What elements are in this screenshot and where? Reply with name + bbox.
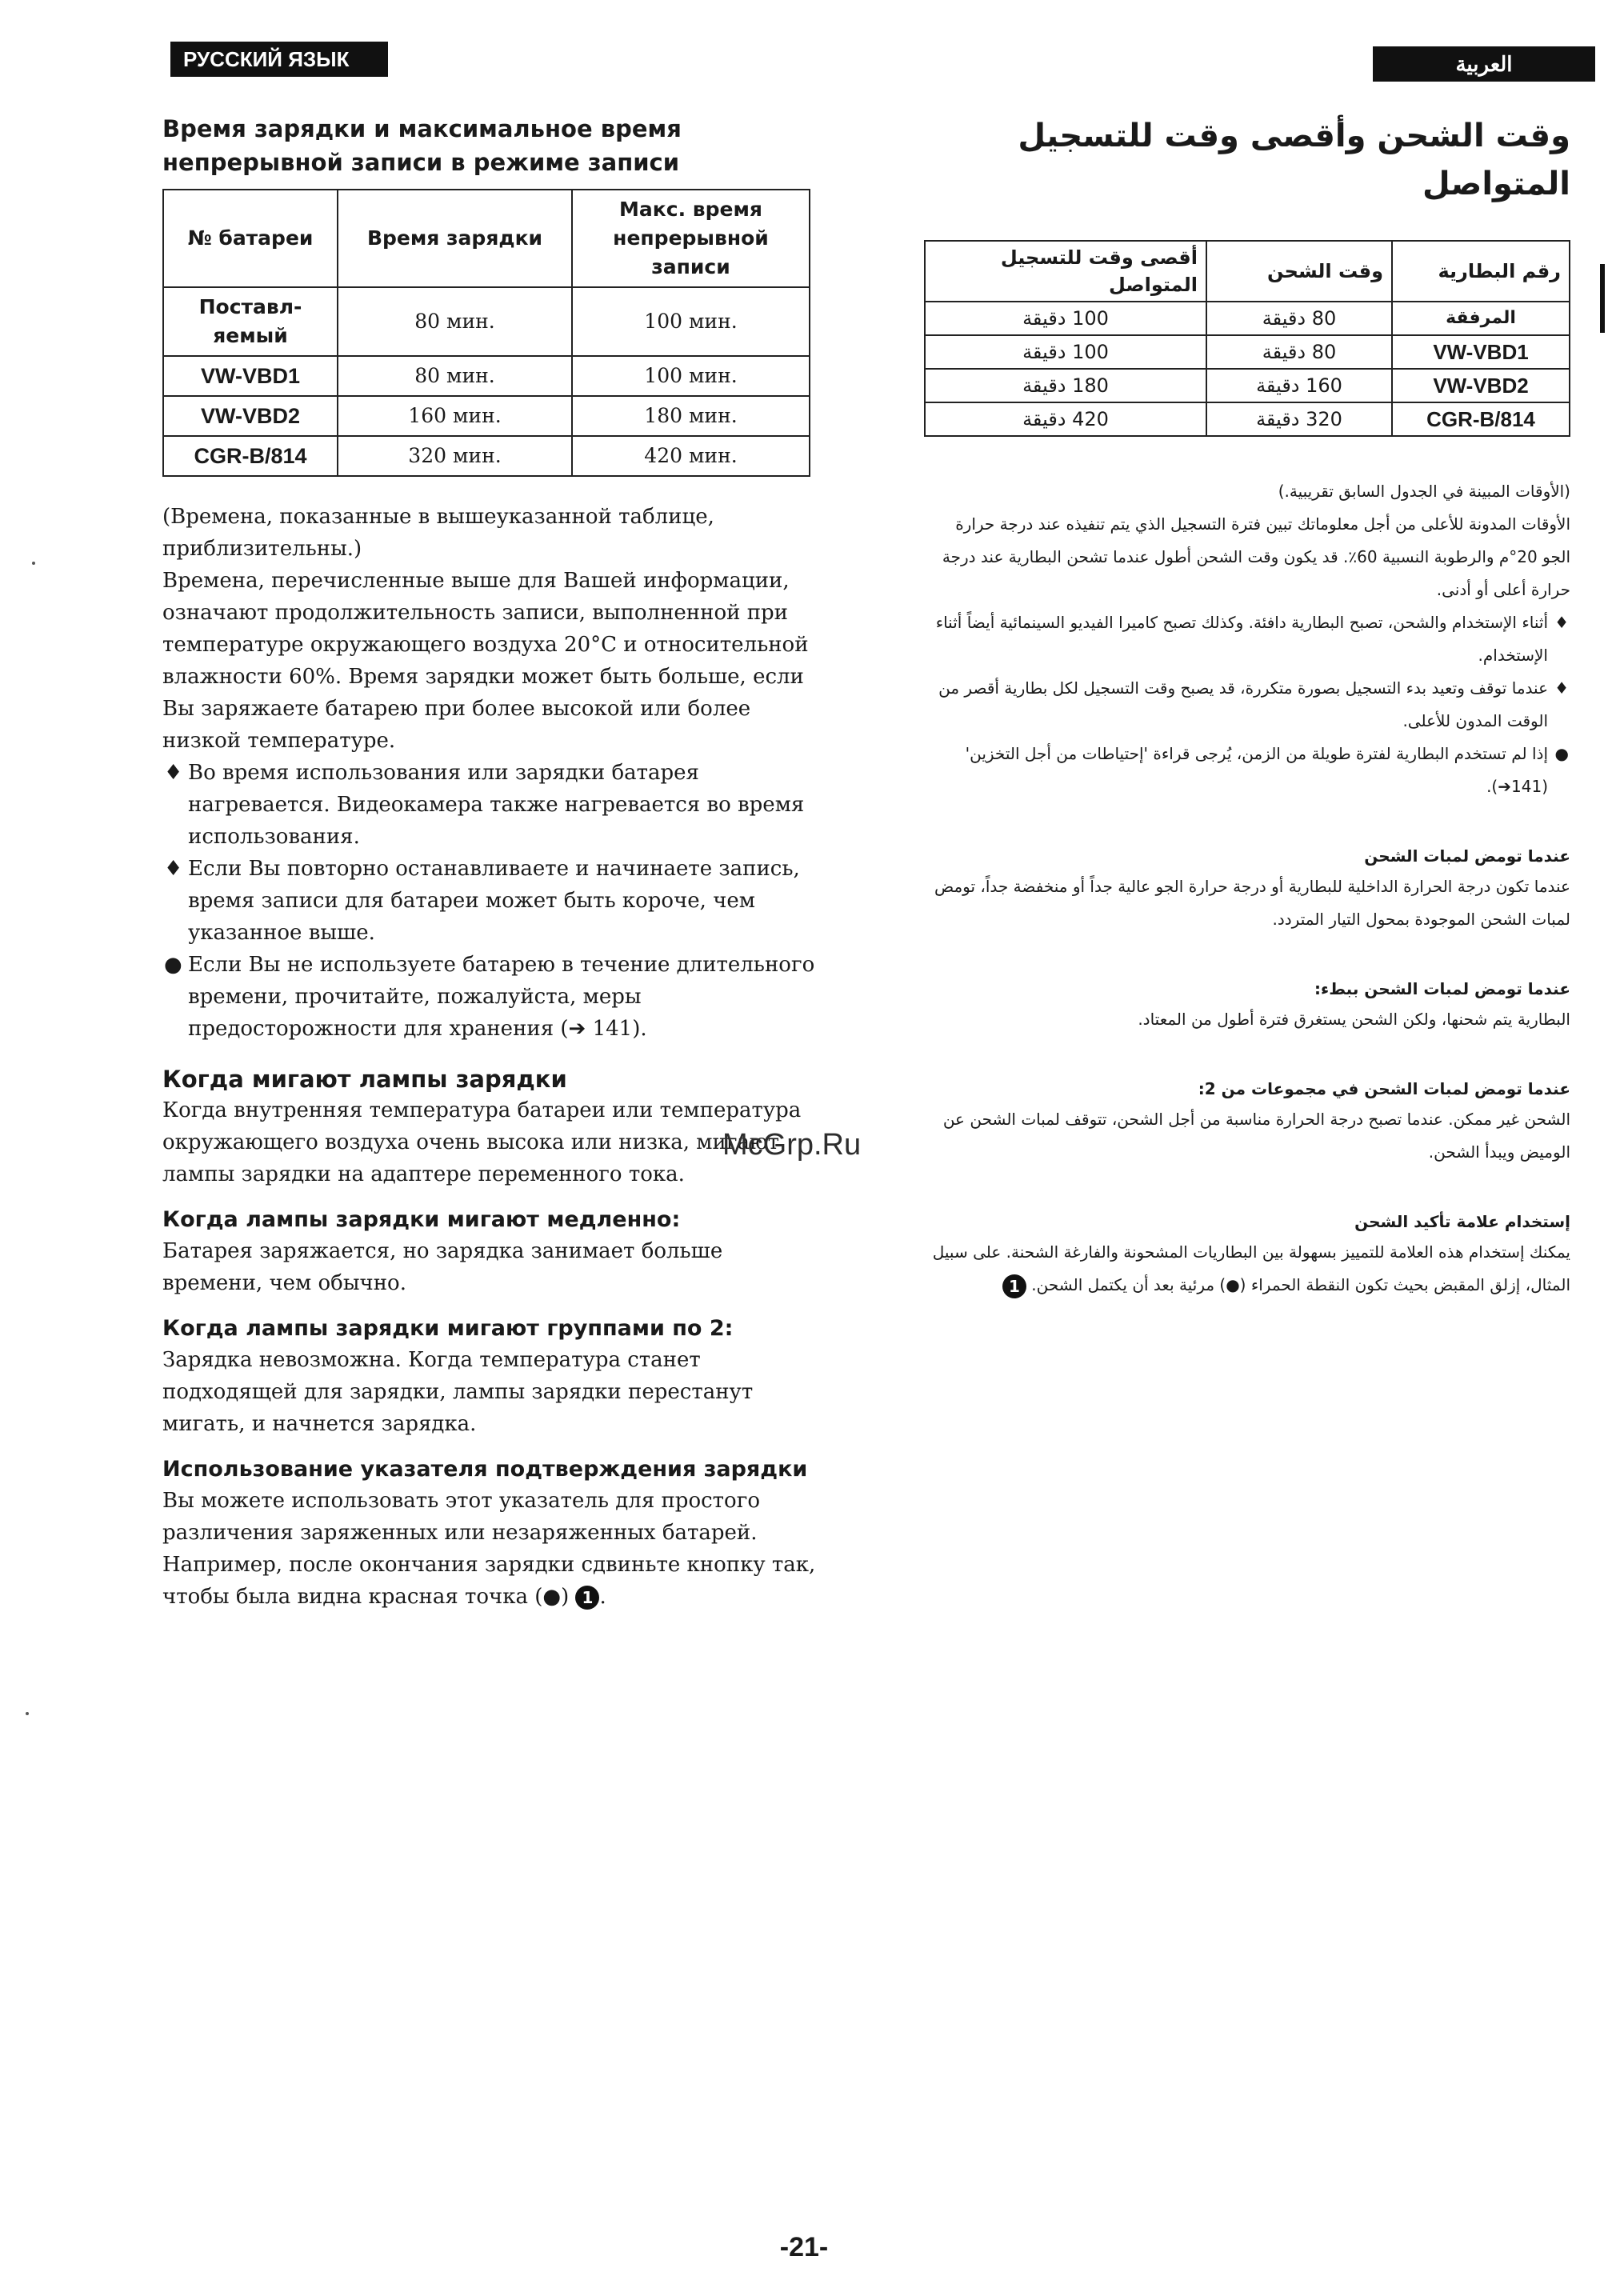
ar-cell-max: 180 دقيقة [925, 369, 1206, 402]
ru-cell-max: 180 мин. [572, 396, 810, 436]
ru-section-heading: Использование указателя подтверждения зарядки [162, 1457, 808, 1482]
ar-indicator-text: يمكنك إستخدام هذه العلامة للتمييز بسهولة بين البطاريات المشحونة والفارغة الشحنة. على سبيل المثال، إزلق المقبض بحيث تكون النقطة الحمراء (●) مرئية بعد أن يكتمل الشحن. [932, 1242, 1570, 1294]
ar-section-heading: عندما تومض لمبات الشحن [1364, 846, 1570, 866]
ar-section-text: الشحن غير ممكن. عندما تصبح درجة الحرارة مناسبة من أجل الشحن، تتوقف لمبات الشحن عن الوميض ويبدأ الشحن. [942, 1110, 1570, 1162]
watermark: McGrp.Ru [722, 1128, 862, 1162]
table-row [925, 335, 1570, 369]
ar-cell-charge: 80 دقيقة [1206, 302, 1392, 335]
ar-cell-charge: 320 دقيقة [1206, 402, 1392, 436]
russian-column [162, 112, 818, 1613]
table-row [163, 356, 810, 396]
diamond-bullet-icon: ♦ [164, 761, 183, 785]
ru-section-heading: Когда лампы зарядки мигают медленно: [162, 1207, 681, 1232]
ar-cell-battery: المرفقة [1392, 302, 1570, 335]
list-item [162, 853, 818, 949]
ru-section-heading: Когда мигают лампы зарядки [162, 1066, 567, 1093]
ru-cell-battery: VW-VBD2 [163, 396, 338, 436]
list-item [924, 672, 1570, 738]
ar-section-text: البطارية يتم شحنها، ولكن الشحن يستغرق فترة أطول من المعتاد. [1138, 1010, 1570, 1029]
ar-section-heading: إستخدام علامة تأكيد الشحن [1354, 1212, 1570, 1231]
list-item [162, 949, 818, 1045]
language-tab-russian: РУССКИЙ ЯЗЫК [170, 42, 388, 77]
arabic-column [924, 112, 1570, 1302]
table-row [163, 287, 810, 356]
list-item [924, 738, 1570, 803]
diamond-bullet-icon: ♦ [164, 857, 183, 881]
ru-cell-charge: 160 мин. [338, 396, 572, 436]
ru-note-approx: (Времена, показанные в вышеуказанной таблице, приблизительны.) [162, 505, 714, 561]
ar-section-blinking [924, 842, 1570, 936]
ar-section-indicator [924, 1207, 1570, 1302]
ar-charging-table [924, 240, 1570, 437]
ru-indicator-text: Вы можете использовать этот указатель для простого различения заряженных или незаряженных батарей. Например, после окончания зарядки сдвиньте кнопку так, чтобы была видна красная точка (●) [162, 1489, 816, 1609]
table-header-row [925, 241, 1570, 302]
ar-title: وقت الشحن وأقصى وقت للتسجيل المتواصل [1018, 118, 1570, 202]
ar-cell-charge: 80 دقيقة [1206, 335, 1392, 369]
step-1-icon: 1 [575, 1586, 599, 1610]
ar-note-approx: (الأوقات المبينة في الجدول السابق تقريبية.) [1278, 482, 1570, 501]
diamond-bullet-icon: ♦ [1554, 613, 1569, 632]
ar-section-heading: عندما تومض لمبات الشحن في مجموعات من 2: [1198, 1079, 1570, 1098]
ar-bullet-list [924, 606, 1570, 803]
ar-col-max-time: أقصى وقت للتسجيل المتواصل [925, 241, 1206, 302]
table-row [925, 302, 1570, 335]
ru-note-conditions: Времена, перечисленные выше для Вашей информации, означают продолжительность записи, выполненной при температуре окружающего воздуха 20°C и относительной влажности 60%. Время зарядки может быть больше, если Вы заряжаете батарею при более высокой или более низкой температуре. [162, 569, 809, 753]
list-item-text: إذا لم تستخدم البطارية لفترة طويلة من الزمن، يُرجى قراءة 'إحتياطات من أجل التخزين' (141➔). [965, 744, 1548, 796]
ar-section-slow [924, 974, 1570, 1036]
ar-section-text [924, 1236, 1570, 1302]
ru-section-text: Когда внутренняя температура батареи или температура окружающего воздуха очень высока или низка, мигают лампы зарядки на адаптере переменного тока. [162, 1098, 802, 1186]
ru-col-battery: № батареи [163, 190, 338, 287]
ru-section-text: Батарея заряжается, но зарядка занимает больше времени, чем обычно. [162, 1239, 723, 1295]
ar-cell-battery: CGR-B/814 [1392, 402, 1570, 436]
ru-cell-battery: CGR-B/814 [163, 436, 338, 476]
language-tab-arabic: العربية [1373, 46, 1595, 82]
ar-cell-battery: VW-VBD2 [1392, 369, 1570, 402]
ru-charging-table [162, 189, 810, 477]
list-item [162, 757, 818, 853]
scan-dot [26, 1712, 29, 1715]
ru-cell-charge: 80 мин. [338, 287, 572, 356]
table-row [925, 402, 1570, 436]
ru-cell-max: 420 мин. [572, 436, 810, 476]
table-header-row [163, 190, 810, 287]
margin-bar [1600, 264, 1605, 333]
ru-cell-max: 100 мин. [572, 287, 810, 356]
ru-col-charge-time: Время зарядки [338, 190, 572, 287]
ru-section-groups [162, 1314, 818, 1440]
list-item-text: أثناء الإستخدام والشحن، تصبح البطارية دافئة. وكذلك تصبح كاميرا الفيديو السينمائية أيضاً أثناء الإستخدام. [935, 613, 1548, 665]
ar-col-battery: رقم البطارية [1392, 241, 1570, 302]
ru-cell-battery: Поставл-яемый [163, 287, 338, 356]
ru-cell-charge: 320 мин. [338, 436, 572, 476]
table-row [163, 436, 810, 476]
page-number: -21- [779, 2232, 829, 2262]
table-row [163, 396, 810, 436]
ru-section-text: Вы можете использовать этот указатель для простого различения заряженных или незаряженных батарей. Например, после окончания зарядки сдвиньте кнопку так, чтобы была видна красная точка (●) 1 . [162, 1489, 816, 1609]
ar-cell-battery: VW-VBD1 [1392, 335, 1570, 369]
diamond-bullet-icon: ♦ [1554, 678, 1569, 698]
ar-cell-max: 420 دقيقة [925, 402, 1206, 436]
ru-section-text: Зарядка невозможна. Когда температура станет подходящей для зарядки, лампы зарядки перестанут мигать, и начнется зарядка. [162, 1348, 754, 1436]
ar-cell-max: 100 دقيقة [925, 302, 1206, 335]
scan-dot [32, 562, 35, 565]
ru-cell-max: 100 мин. [572, 356, 810, 396]
list-item-text: Если Вы не используете батарею в течение длительного времени, прочитайте, пожалуйста, меры предосторожности для хранения (➔ 141). [188, 953, 815, 1041]
ru-cell-battery: VW-VBD1 [163, 356, 338, 396]
ru-cell-charge: 80 мин. [338, 356, 572, 396]
ar-section-groups [924, 1074, 1570, 1169]
dot-bullet-icon: ● [1554, 744, 1569, 763]
ru-section-slow [162, 1205, 818, 1299]
ru-col-max-time: Макс. время непрерывной записи [572, 190, 810, 287]
ru-title: Время зарядки и максимальное время непрерывной записи в режиме записи [162, 115, 682, 176]
ar-section-heading: عندما تومض لمبات الشحن ببطء: [1314, 979, 1570, 998]
ru-section-heading: Когда лампы зарядки мигают группами по 2: [162, 1316, 734, 1341]
ar-cell-charge: 160 دقيقة [1206, 369, 1392, 402]
ar-col-charge-time: وقت الشحن [1206, 241, 1392, 302]
list-item-text: عندما توقف وتعيد بدء التسجيل بصورة متكررة، قد يصبح وقت التسجيل لكل بطارية أقصر من الوقت المدون للأعلى. [938, 678, 1548, 730]
ru-bullet-list [162, 757, 818, 1045]
ar-section-text: عندما تكون درجة الحرارة الداخلية للبطارية أو درجة حرارة الجو عالية جداً أو منخفضة جداً، تومض لمبات الشحن الموجودة بمحول التيار المتردد. [934, 877, 1570, 929]
ar-note-conditions: الأوقات المدونة للأعلى من أجل معلوماتك تبين فترة التسجيل الذي يتم تنفيذه عند درجة حرارة الجو 20°م والرطوبة النسبية 60٪. قد يكون وقت الشحن أطول عندما تشحن البطارية عند درجة حرارة أعلى أو أدنى. [942, 514, 1570, 599]
ru-section-indicator [162, 1454, 818, 1613]
table-row [925, 369, 1570, 402]
list-item-text: Если Вы повторно останавливаете и начинаете запись, время записи для батареи может быть короче, чем указанное выше. [188, 857, 800, 945]
list-item [924, 606, 1570, 672]
ru-section-blinking [162, 1064, 818, 1190]
ar-cell-max: 100 دقيقة [925, 335, 1206, 369]
step-1-icon: 1 [1002, 1274, 1026, 1298]
list-item-text: Во время использования или зарядки батарея нагревается. Видеокамера также нагревается во время использования. [188, 761, 805, 849]
dot-bullet-icon: ● [164, 953, 182, 977]
